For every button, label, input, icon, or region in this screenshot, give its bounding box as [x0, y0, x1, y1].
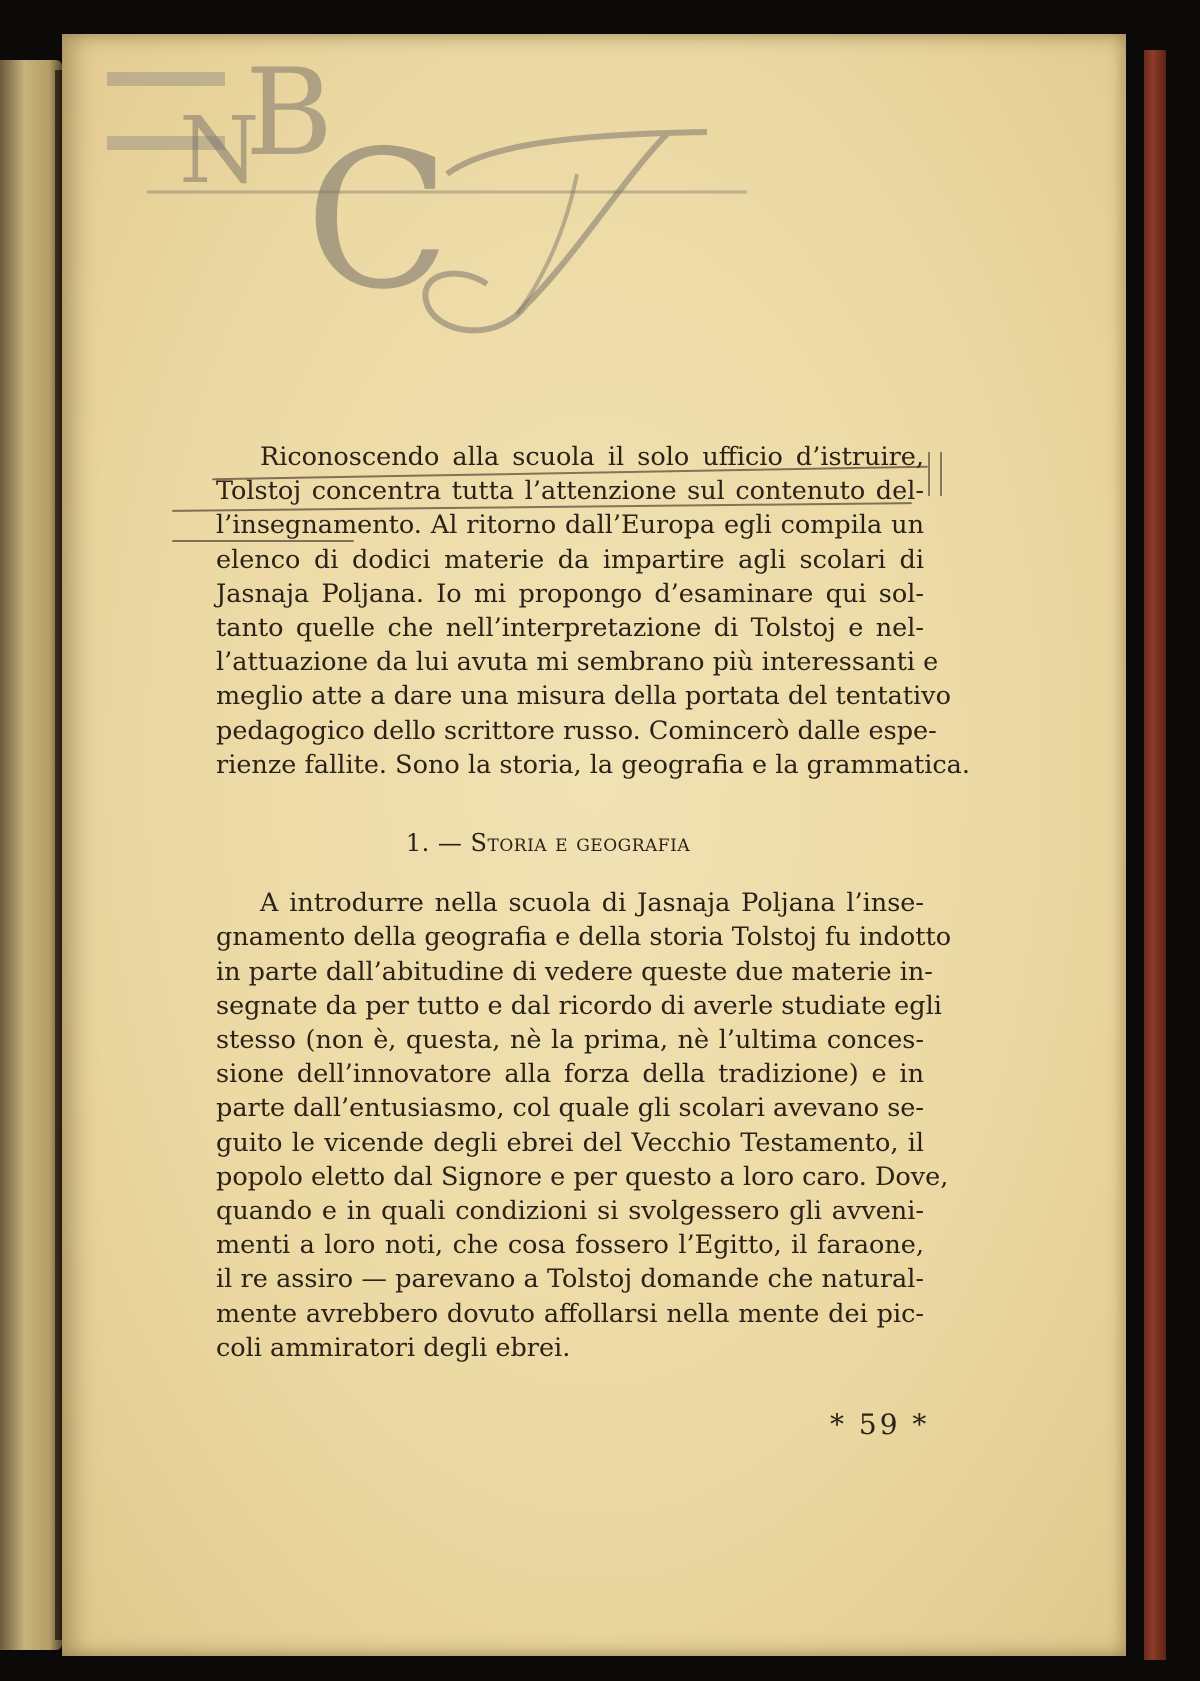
text-line: elenco di dodici materie da impartire agli scolari di [216, 544, 924, 575]
text-line: segnate da per tutto e dal ricordo di averle studiate egli [216, 990, 942, 1021]
text-line: quando e in quali condizioni si svolgessero gli avveni- [216, 1196, 924, 1227]
text-line: meglio atte a dare una misura della portata del tentativo [216, 681, 951, 712]
text-line: l’insegnamento. Al ritorno dall’Europa egli compila un [216, 510, 924, 541]
pencil-margin-mark [928, 452, 942, 496]
svg-text:B: B [245, 54, 334, 183]
text-line: parte dall’entusiasmo, col quale gli scolari avevano se- [216, 1093, 925, 1124]
text-line: popolo eletto dal Signore e per questo a loro caro. Dove, [216, 1161, 949, 1192]
text-line: in parte dall’abitudine di vedere queste due materie in- [216, 956, 933, 987]
text-line: gnamento della geografia e della storia Tolstoj fu indotto [216, 922, 952, 953]
text-line: A introdurre nella scuola di Jasnaja Poljana l’inse- [260, 888, 924, 919]
text-line: coli ammiratori degli ebrei. [216, 1332, 571, 1363]
text-line: Jasnaja Poljana. Io mi propongo d’esaminare qui sol- [216, 578, 924, 609]
text-line: l’attuazione da lui avuta mi sembrano più interessanti e [216, 647, 939, 678]
text-line: sione dell’innovatore alla forza della tradizione) e in [216, 1059, 924, 1090]
page-number: * 59 * [830, 1408, 930, 1441]
intro-paragraph [172, 440, 970, 782]
text-line: guito le vicende degli ebrei del Vecchio Testamento, il [216, 1127, 924, 1158]
background-dark [1166, 40, 1200, 1670]
facing-page-edge [0, 60, 62, 1650]
text-line: rienze fallite. Sono la storia, la geografia e la grammatica. [216, 749, 970, 780]
text-line: tanto quelle che nell’interpretazione di Tolstoj e nel- [216, 613, 924, 644]
text-line: pedagogico dello scrittore russo. Comincerò dalle espe- [216, 715, 937, 746]
text-line: il re assiro — parevano a Tolstoj domande che natural- [216, 1264, 924, 1295]
svg-text:N: N [179, 97, 260, 204]
text-line: Tolstoj concentra tutta l’attenzione sul contenuto del- [216, 476, 924, 507]
text-line: menti a loro noti, che cosa fossero l’Egitto, il faraone, [216, 1230, 924, 1261]
text-line: stesso (non è, questa, nè la prima, nè l’ultima conces- [216, 1025, 924, 1056]
body-paragraph [172, 886, 952, 1365]
svg-text:C: C [305, 110, 451, 331]
bncf-watermark-logo [107, 54, 757, 364]
text-line: Riconoscendo alla scuola il solo ufficio d’istruire, [260, 442, 924, 472]
book-cover-edge [1144, 50, 1166, 1660]
text-line: mente avrebbero dovuto affollarsi nella mente dei pic- [216, 1298, 924, 1329]
section-heading: 1. — Storia e geografia [405, 829, 691, 858]
page-text [172, 440, 970, 1365]
